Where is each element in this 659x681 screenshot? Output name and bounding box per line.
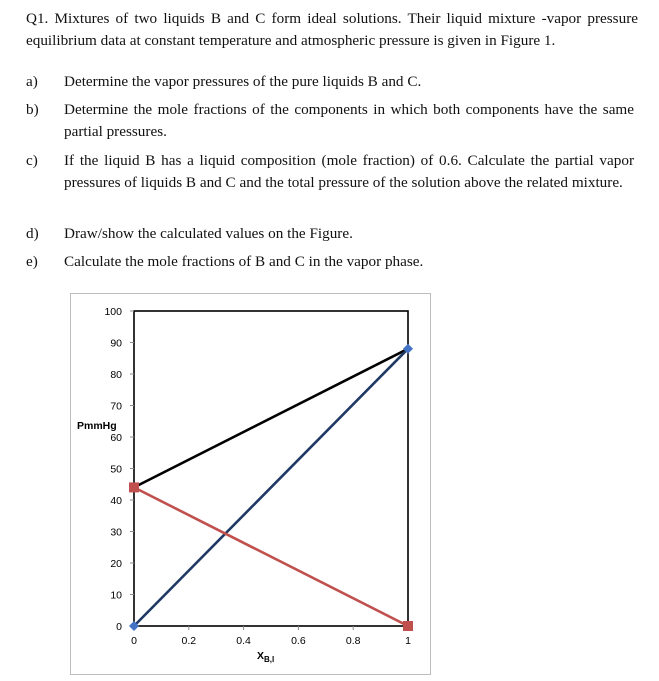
plot-area	[134, 311, 408, 626]
x-axis-label	[257, 650, 274, 664]
x-tick-label: 0.4	[236, 635, 251, 647]
x-axis-label-sub: B,l	[264, 655, 275, 664]
part-text: Determine the vapor pressures of the pure liquids B and C.	[64, 73, 422, 90]
part-label: c)	[26, 152, 38, 169]
x-tick-label: 0	[131, 635, 137, 647]
y-tick-label: 80	[110, 369, 122, 381]
part-text: Calculate the mole fractions of B and C in the vapor phase.	[64, 253, 424, 270]
question-intro: Q1. Mixtures of two liquids B and C form ideal solutions. Their liquid mixture -vapor pressure equilibrium data at constant temperature and atmospheric pressure is given in Figure 1.	[26, 10, 638, 49]
part-text: Draw/show the calculated values on the Figure.	[64, 225, 353, 242]
part-text: If the liquid B has a liquid composition (mole fraction) of 0.6. Calculate the partial vapor pressures of liquids B and C and the total pressure of the solution above the related mixture.	[64, 152, 634, 191]
part-label: a)	[26, 73, 38, 90]
y-tick-label: 100	[104, 306, 122, 318]
data-point-partial-pressure-of-c	[129, 482, 139, 492]
chart-svg	[71, 294, 430, 674]
series-line-total-pressure	[134, 349, 408, 488]
y-tick-label: 10	[110, 589, 122, 602]
y-tick-label: 60	[110, 432, 122, 444]
part-label: e)	[26, 253, 38, 270]
part-label: d)	[26, 225, 39, 242]
x-tick-label: 1	[405, 635, 411, 647]
x-axis-label-main: X	[257, 650, 265, 662]
series-line-partial-pressure-of-b	[134, 349, 408, 626]
x-tick-label: 0.2	[181, 635, 197, 647]
y-tick-label: 30	[110, 526, 122, 539]
x-tick-label: 0.8	[345, 635, 361, 647]
y-tick-label: 50	[110, 463, 122, 476]
series-line-partial-pressure-of-c	[134, 487, 408, 626]
chart-figure	[70, 293, 431, 675]
x-tick-label: 0.6	[291, 635, 306, 647]
y-tick-label: 90	[110, 337, 122, 350]
y-tick-label: 20	[110, 558, 122, 570]
y-tick-label: 0	[116, 621, 122, 633]
data-point-partial-pressure-of-c	[403, 621, 413, 631]
y-tick-label: 70	[110, 400, 122, 413]
part-text: Determine the mole fractions of the components in which both components have the same partial pressures.	[64, 101, 634, 140]
part-label: b)	[26, 101, 39, 118]
y-axis-label: PmmHg	[77, 420, 117, 432]
y-tick-label: 40	[110, 495, 122, 507]
